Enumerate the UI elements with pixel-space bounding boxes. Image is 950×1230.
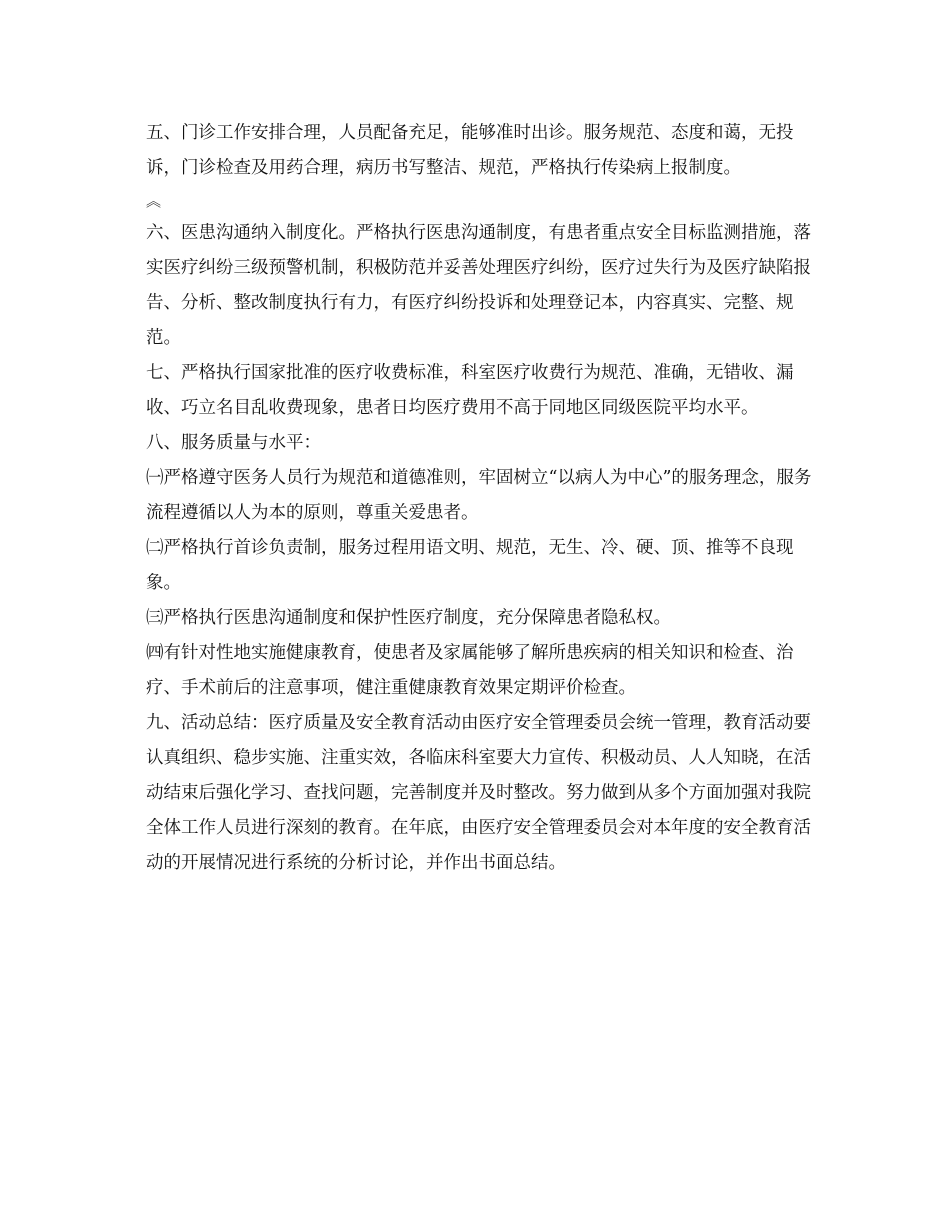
paragraph-service-item-1: ㈠严格遵守医务人员行为规范和道德准则，牢固树立“以病人为中心”的服务理念，服务流程遵循以人为本的原则，尊重关爱患者。 bbox=[146, 468, 812, 523]
paragraph-activity-summary: 九、活动总结：医疗质量及安全教育活动由医疗安全管理委员会统一管理，教育活动要认真组织、稳步实施、注重实效，各临床科室要大力宣传、积极动员、人人知晓，在活动结束后强化学习、查找问题，完善制度并及时整改。努力做到从多个方面加强对我院全体工作人员进行深刻的教育。在年底，由医疗安全管理委员会对本年度的安全教育活动的开展情况进行系统的分析讨论，并作出书面总结。 bbox=[146, 713, 811, 873]
paragraph-service-item-2: ㈡严格执行首诊负责制，服务过程用语文明、规范，无生、冷、硬、顶、推等不良现象。 bbox=[146, 538, 794, 593]
paragraph-service-item-3: ㈢严格执行医患沟通制度和保护性医疗制度，充分保障患者隐私权。 bbox=[146, 608, 671, 628]
paragraph-service-item-4: ㈣有针对性地实施健康教育，使患者及家属能够了解所患疾病的相关知识和检查、治疗、手术前后的注意事项，健注重健康教育效果定期评价检查。 bbox=[146, 643, 794, 698]
paragraph-outpatient: 五、门诊工作安排合理，人员配备充足，能够准时出诊。服务规范、态度和蔼，无投诉，门诊检查及用药合理，病历书写整洁、规范，严格执行传染病上报制度。 bbox=[146, 123, 794, 178]
double-chevron-mark: ︽ bbox=[146, 192, 162, 210]
document-body bbox=[146, 116, 816, 881]
paragraph-service-quality-heading: 八、服务质量与水平： bbox=[146, 433, 321, 453]
paragraph-medical-fees: 七、严格执行国家批准的医疗收费标准，科室医疗收费行为规范、准确，无错收、漏收、巧立名目乱收费现象，患者日均医疗费用不高于同地区同级医院平均水平。 bbox=[146, 363, 794, 418]
paragraph-doctor-patient-communication: 六、医患沟通纳入制度化。严格执行医患沟通制度，有患者重点安全目标监测措施，落实医疗纠纷三级预警机制，积极防范并妥善处理医疗纠纷，医疗过失行为及医疗缺陷报告、分析、整改制度执行有力，有医疗纠纷投诉和处理登记本，内容真实、完整、规范。 bbox=[146, 223, 811, 348]
